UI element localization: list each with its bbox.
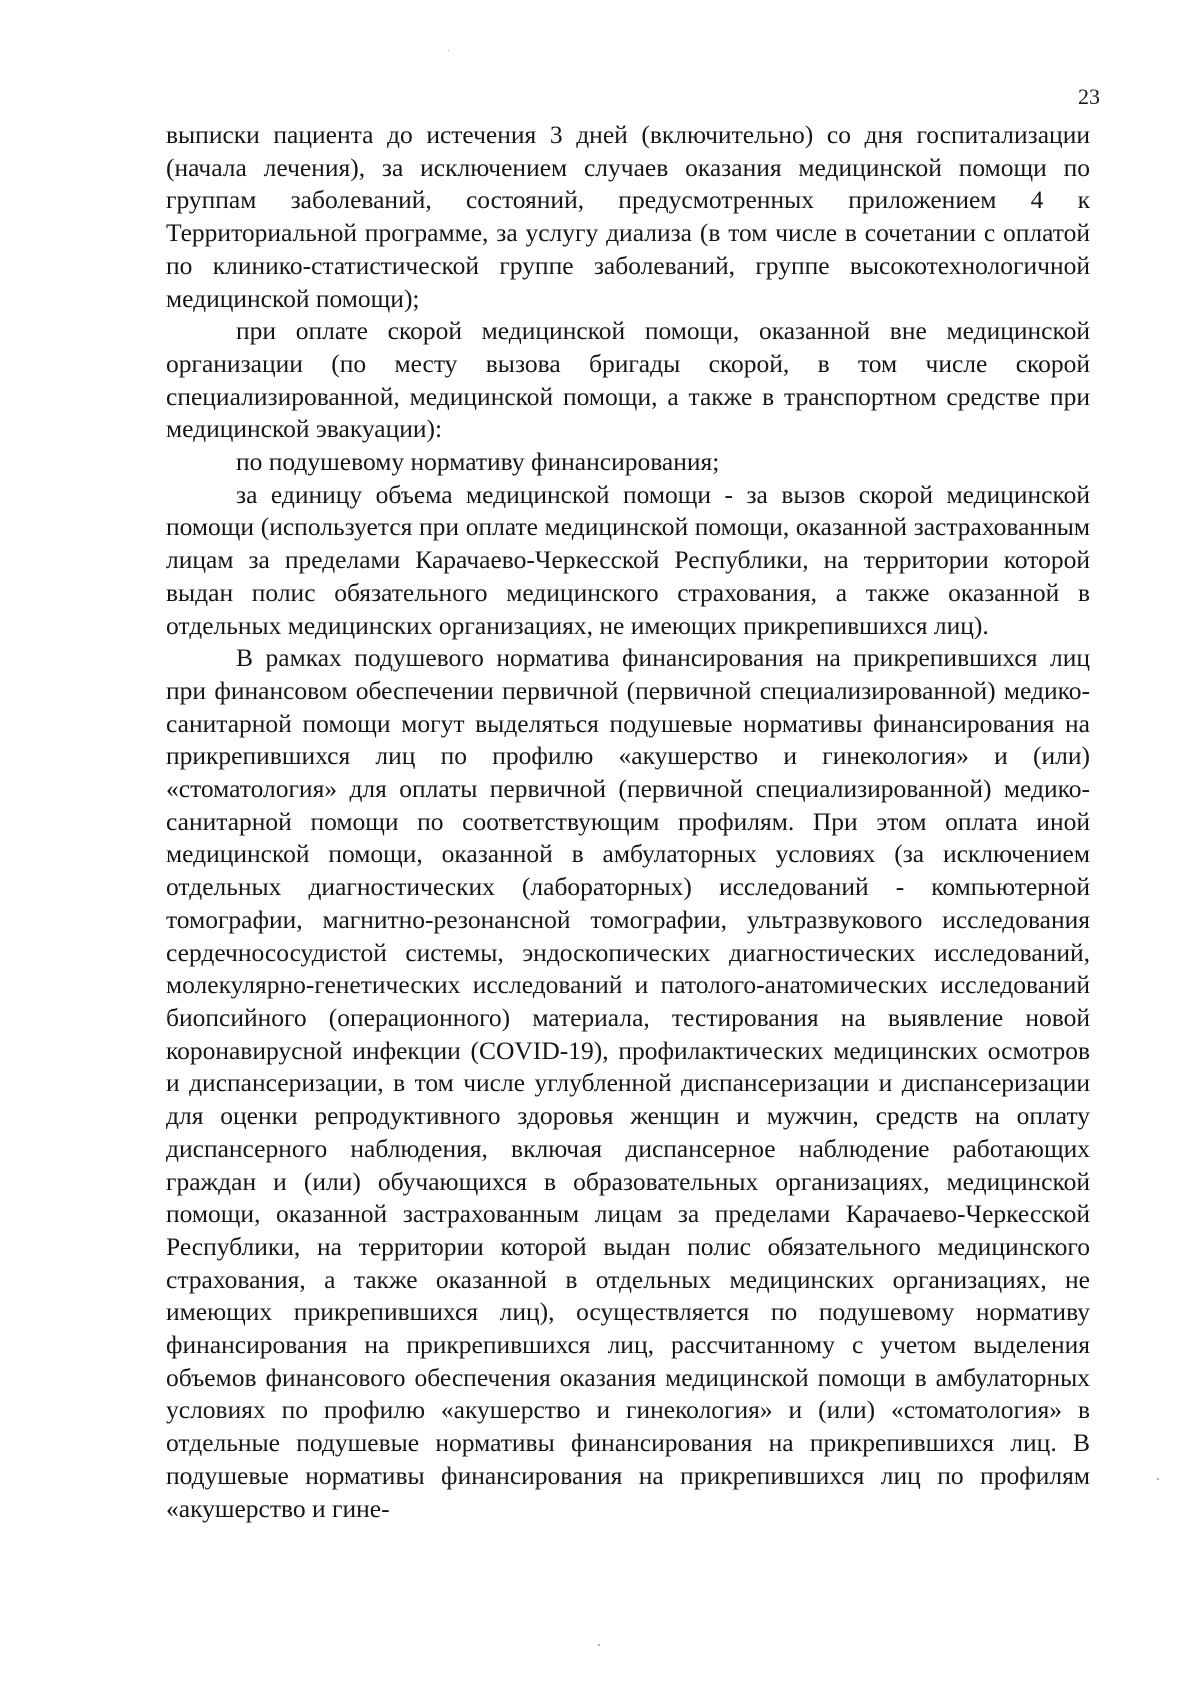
paragraph-per-capita-norm: по подушевому нормативу финансирования; — [236, 447, 720, 477]
paragraph-continuation: выписки пациента до истечения 3 дней (включительно) со дня госпитализации (начала лечения), за исключением случаев оказания медицинской помощи по группам заболеваний, состояний, предусмотренных приложением 4 к Территориальной программе, за услугу диализа (в том числе в сочетании с оплатой по клинико-статистической группе заболеваний, группе высокотехнологичной медицинской помощи); — [166, 120, 1090, 313]
scan-speck — [598, 1644, 600, 1646]
document-body — [166, 119, 1090, 1525]
paragraph-ambulance-payment: при оплате скорой медицинской помощи, оказанной вне медицинской организации (по месту вызова бригады скорой, в том числе скорой специализированной, медицинской помощи, а также в транспортном средстве при медицинской эвакуации): — [166, 316, 1090, 444]
scan-speck — [448, 50, 449, 51]
scan-speck — [1157, 1478, 1159, 1480]
paragraph-unit-of-volume: за единицу объема медицинской помощи - за вызов скорой медицинской помощи (используется при оплате медицинской помощи, оказанной застрахованным лицам за пределами Карачаево-Черкесской Республики, на территории которой выдан полис обязательного медицинского страхования, а также оказанной в отдельных медицинских организациях, не имеющих прикрепившихся лиц). — [166, 479, 1090, 640]
paragraph-per-capita-financing: В рамках подушевого норматива финансирования на прикрепившихся лиц при финансовом обеспечении первичной (первичной специализированной) медико-санитарной помощи могут выделяться подушевые нормативы финансирования на прикрепившихся лиц по профилю «акушерство и гинекология» и (или) «стоматология» для оплаты первичной (первичной специализированной) медико-санитарной помощи по соответствующим профилям. При этом оплата иной медицинской помощи, оказанной в амбулаторных условиях (за исключением отдельных диагностических (лабораторных) исследований - компьютерной томографии, магнитно-резонансной томографии, ультразвукового исследования сердечнососудистой системы, эндоскопических диагностических исследований, молекулярно-генетических исследований и патолого-анатомических исследований биопсийного (операционного) материала, тестирования на выявление новой коронавирусной инфекции (COVID-19), профилактических медицинских осмотров и диспансеризации, в том числе углубленной диспансеризации и диспансеризации для оценки репродуктивного здоровья женщин и мужчин, средств на оплату диспансерного наблюдения, включая диспансерное наблюдение работающих граждан и (или) обучающихся в образовательных организациях, медицинской помощи, оказанной застрахованным лицам за пределами Карачаево-Черкесской Республики, на территории которой выдан полис обязательного медицинского страхования, а также оказанной в отдельных медицинских организациях, не имеющих прикрепившихся лиц), осуществляется по подушевому нормативу финансирования на прикрепившихся лиц, рассчитанному с учетом выделения объемов финансового обеспечения оказания медицинской помощи в амбулаторных условиях по профилю «акушерство и гинекология» и (или) «стоматология» в отдельные подушевые нормативы финансирования на прикрепившихся лиц. В подушевые нормативы финансирования на прикрепившихся лиц по профилям «акушерство и гине- — [166, 643, 1090, 1523]
page-number: 23 — [1078, 84, 1100, 109]
